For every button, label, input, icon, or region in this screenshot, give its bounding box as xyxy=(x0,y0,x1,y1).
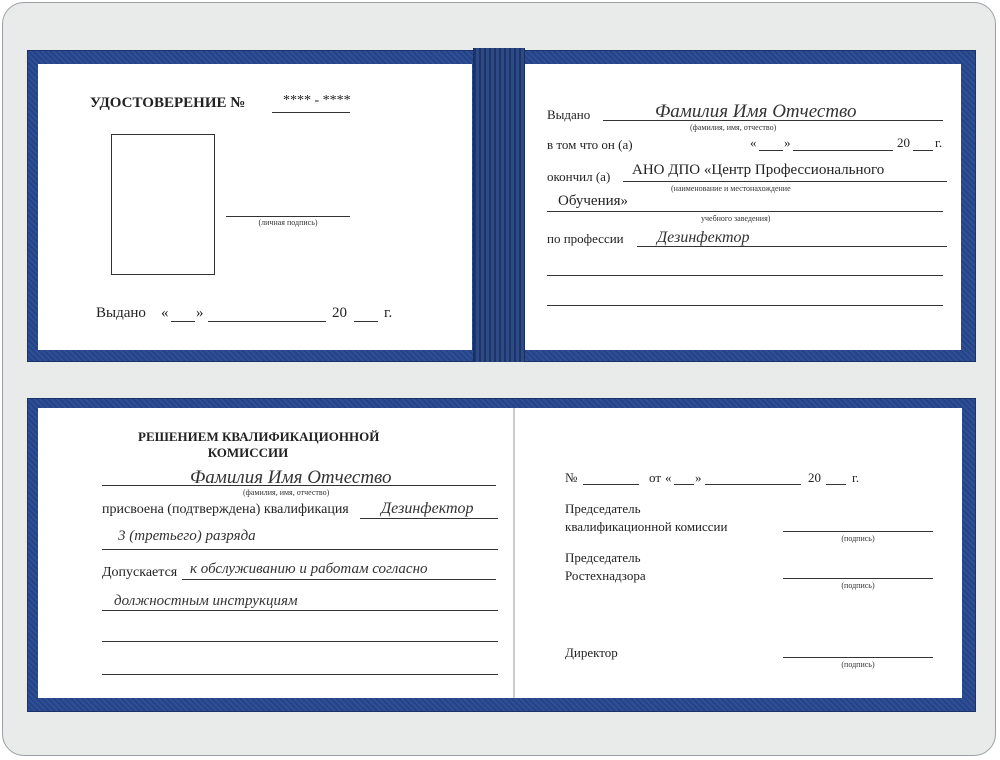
qualification-label: присвоена (подтверждена) квалификация xyxy=(102,502,349,517)
signature-line xyxy=(226,216,350,217)
signature-caption: (подпись) xyxy=(841,534,875,543)
number-line xyxy=(583,484,639,485)
number-underline xyxy=(272,112,350,113)
signature-caption: (подпись) xyxy=(841,660,875,669)
number-label: № xyxy=(565,470,578,485)
quote-close: » xyxy=(695,470,702,485)
blank-line-2 xyxy=(102,674,498,675)
certificate-number: **** - **** xyxy=(283,93,351,108)
chair-rtn-signature-line xyxy=(783,578,933,579)
qualification-underline xyxy=(360,518,498,519)
chair-commission-line2: квалификационной комиссии xyxy=(565,519,728,534)
year-prefix: 20 xyxy=(808,470,821,485)
profession-label: по профессии xyxy=(547,231,624,246)
chair-rtn-line1: Председатель xyxy=(565,550,641,565)
rank-underline xyxy=(102,549,498,550)
name-caption: (фамилия, имя, отчество) xyxy=(690,123,777,132)
year-line xyxy=(913,150,933,151)
quote-open: « xyxy=(665,470,672,485)
blank-line-2 xyxy=(547,305,943,306)
profession-underline xyxy=(637,246,947,247)
director-label: Директор xyxy=(565,645,618,660)
blank-line-1 xyxy=(547,275,943,276)
blank-line-1 xyxy=(102,641,498,642)
signature-caption: (подпись) xyxy=(841,581,875,590)
year-prefix: 20 xyxy=(332,305,347,321)
from-label: от xyxy=(649,470,662,485)
graduated-label: окончил (а) xyxy=(547,169,611,184)
name-caption: (фамилия, имя, отчество) xyxy=(243,488,330,497)
institution-line1-underline xyxy=(623,181,947,182)
certificate-title: УДОСТОВЕРЕНИЕ № xyxy=(90,95,246,111)
photo-placeholder xyxy=(111,134,215,275)
bottom-left-page xyxy=(38,408,514,698)
director-signature-line xyxy=(783,657,933,658)
month-line xyxy=(705,484,801,485)
day-line xyxy=(759,150,783,151)
year-prefix: 20 xyxy=(897,135,910,150)
month-line xyxy=(208,321,326,322)
admitted-line1: к обслуживанию и работам согласно xyxy=(190,561,428,577)
year-suffix: г. xyxy=(384,305,393,321)
quote-open: « xyxy=(750,135,757,150)
month-line xyxy=(793,150,893,151)
year-suffix: г. xyxy=(935,135,943,150)
chair-commission-signature-line xyxy=(783,531,933,532)
name-line xyxy=(102,485,496,486)
qualification-value: Дезинфектор xyxy=(381,500,474,517)
quote-open: « xyxy=(161,305,169,321)
year-line xyxy=(826,484,846,485)
name-line xyxy=(603,120,943,121)
issued-label: Выдано xyxy=(96,305,146,321)
institution-caption1: (наименование и местонахождение xyxy=(671,184,791,193)
institution-line1: АНО ДПО «Центр Профессионального xyxy=(632,162,885,178)
that-label: в том что он (а) xyxy=(547,137,633,152)
chair-rtn-line2: Ростехнадзора xyxy=(565,568,646,583)
admitted-line2: должностным инструкциям xyxy=(114,593,298,609)
day-line xyxy=(171,321,195,322)
profession-value: Дезинфектор xyxy=(657,229,750,246)
quote-close: » xyxy=(196,305,204,321)
signature-caption: (личная подпись) xyxy=(258,218,318,227)
institution-caption2: учебного заведения) xyxy=(701,214,771,223)
chair-commission-line1: Председатель xyxy=(565,501,641,516)
decision-header-line2: КОМИССИИ xyxy=(207,445,289,460)
quote-close: » xyxy=(784,135,791,150)
admitted-label: Допускается xyxy=(102,565,178,580)
top-left-page xyxy=(38,64,472,350)
admitted-line2-underline xyxy=(102,610,498,611)
top-right-page xyxy=(525,64,961,350)
full-name: Фамилия Имя Отчество xyxy=(655,101,857,122)
admitted-line1-underline xyxy=(182,579,496,580)
full-name: Фамилия Имя Отчество xyxy=(190,467,392,488)
year-suffix: г. xyxy=(852,470,860,485)
day-line xyxy=(674,484,694,485)
decision-header-line1: РЕШЕНИЕМ КВАЛИФИКАЦИОННОЙ xyxy=(138,429,380,444)
institution-line2: Обучения» xyxy=(558,193,629,209)
top-spine xyxy=(473,48,525,362)
issued-label: Выдано xyxy=(547,107,591,122)
rank-value: 3 (третьего) разряда xyxy=(118,528,256,544)
institution-line2-underline xyxy=(547,211,943,212)
year-line xyxy=(354,321,378,322)
bottom-right-page xyxy=(515,408,962,698)
